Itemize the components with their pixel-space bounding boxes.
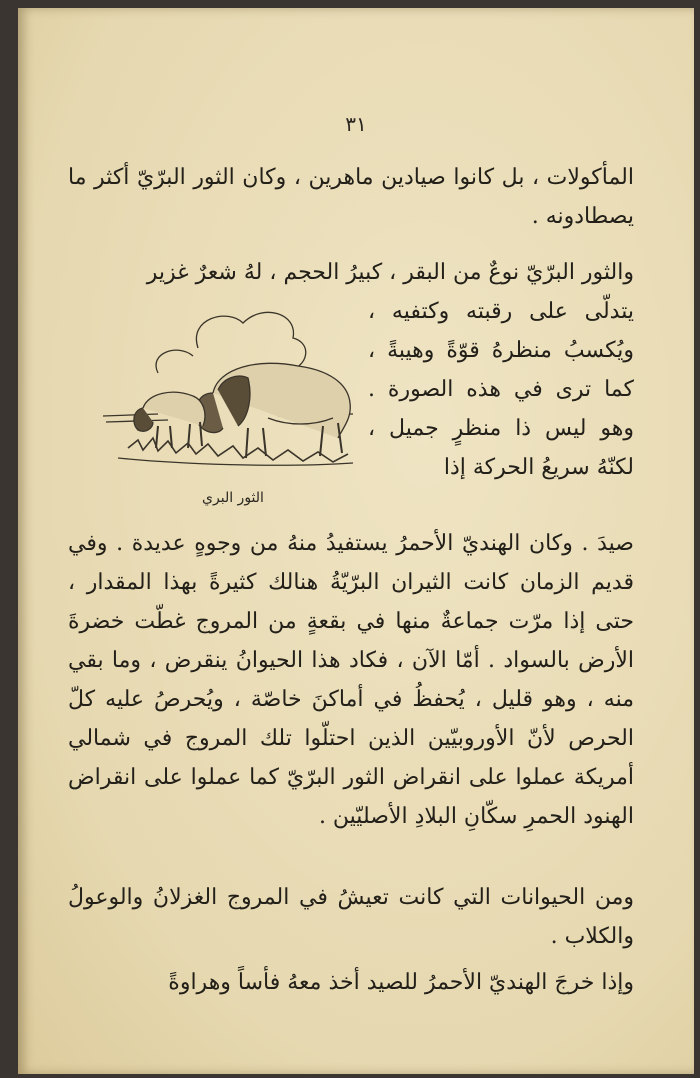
paragraph-2-beside-figure: يتدلّى على رقبته وكتفيه ، ويُكسبُ منظرهُ قوّةً وهيبةً ، كما ترى في هذه الصورة . وهو ليس ذا منظرٍ جميل ، لكنّهُ سريعُ الحركة إذا — [368, 299, 634, 480]
paragraph-4: وإذا خرجَ الهنديّ الأحمرُ للصيد أخذ معهُ فأساً وهراوةً — [168, 970, 634, 995]
paragraph-3: ومن الحيوانات التي كانت تعيشُ في المروج الغزلانُ والوعولُ والكلاب . — [68, 885, 634, 949]
page-number: ٣١ — [345, 112, 367, 136]
figure-caption: الثور البري — [202, 490, 264, 506]
bison-illustration-icon — [98, 298, 358, 478]
book-page — [18, 8, 694, 1074]
paragraph-1: المأكولات ، بل كانوا صيادين ماهرين ، وكان الثور البرّيّ أكثر ما يصطادونه . — [68, 165, 634, 229]
paragraph-2-rest: صيدَ . وكان الهنديّ الأحمرُ يستفيدُ منهُ من وجوهٍ عديدة . وفي قديم الزمان كانت الثيران البرّيّةُ هنالك كثيرةً بهذا المقدار ، حتى إذا مرّت جماعةٌ منها في بقعةٍ من المروج غطّت خضرةَ الأرض بالسواد . أمّا الآن ، فكاد هذا الحيوانُ ينقرض ، وما بقي منه ، وهو قليل ، يُحفظُ في أماكنَ خاصّة ، ويُحرصُ عليه كلّ الحرص لأنّ الأوروبيّين الذين احتلّوا تلك المروج في شمالي أمريكة عملوا على انقراض الثور البرّيّ كما عملوا على انقراض الهنود الحمرِ سكّانِ البلادِ الأصليّين . — [68, 531, 634, 829]
paragraph-2-first-line: والثور البرّيّ نوعٌ من البقر ، كبيرُ الحجم ، لهُ شعرٌ غزير — [146, 260, 634, 285]
